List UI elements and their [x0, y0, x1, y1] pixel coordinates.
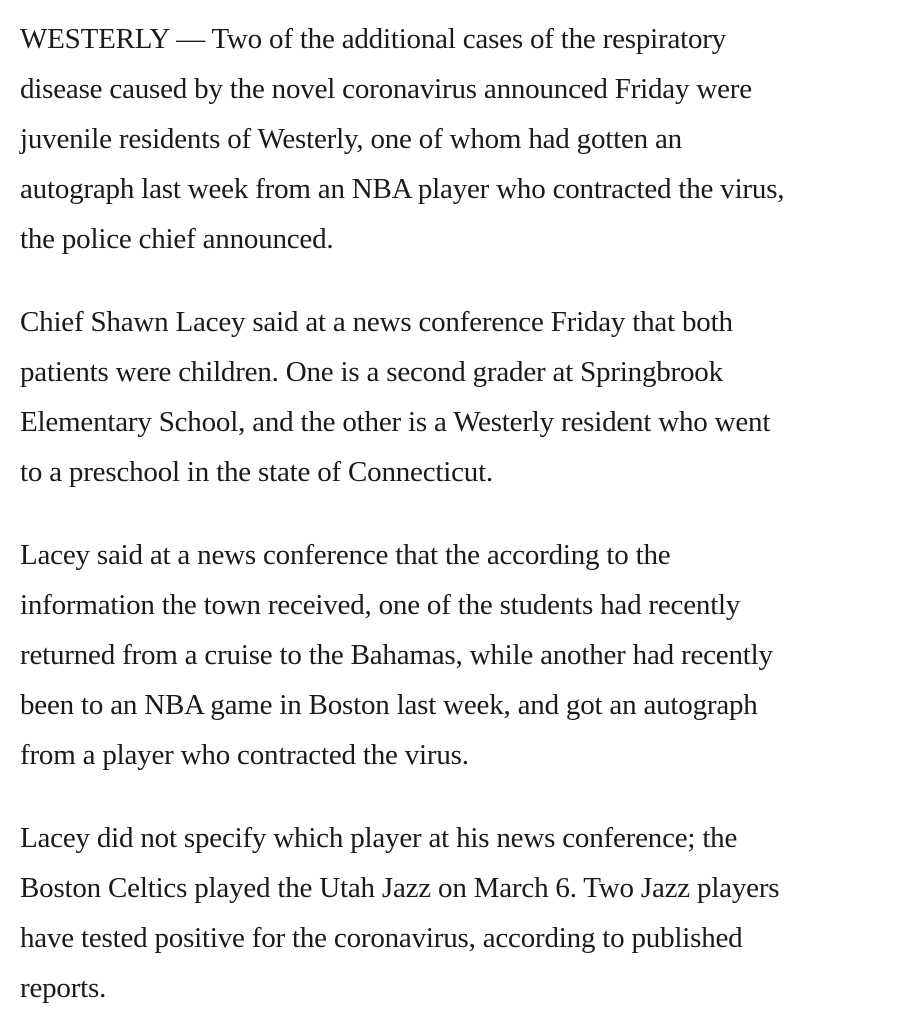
paragraph-line: Boston Celtics played the Utah Jazz on March 6. Two Jazz players: [20, 872, 780, 904]
paragraph-line: returned from a cruise to the Bahamas, while another had recently: [20, 639, 773, 671]
article-body: [20, 14, 900, 1013]
paragraph-line: disease caused by the novel coronavirus announced Friday were: [20, 73, 752, 105]
paragraph-line: have tested positive for the coronavirus, according to published: [20, 922, 743, 954]
paragraph-line: Elementary School, and the other is a Westerly resident who went: [20, 406, 771, 438]
paragraph-line: autograph last week from an NBA player who contracted the virus,: [20, 173, 785, 205]
paragraph-line: Lacey did not specify which player at his news conference; the: [20, 822, 738, 854]
article-paragraph: [20, 14, 900, 264]
paragraph-line: been to an NBA game in Boston last week, and got an autograph: [20, 689, 758, 721]
article-paragraph: [20, 530, 900, 780]
paragraph-line: to a preschool in the state of Connecticut.: [20, 456, 493, 488]
paragraph-line: the police chief announced.: [20, 223, 334, 255]
paragraph-line: WESTERLY — Two of the additional cases of the respiratory: [20, 23, 727, 55]
paragraph-line: Chief Shawn Lacey said at a news conference Friday that both: [20, 306, 733, 338]
paragraph-line: information the town received, one of the students had recently: [20, 589, 741, 621]
paragraph-line: Lacey said at a news conference that the according to the: [20, 539, 671, 571]
paragraph-line: reports.: [20, 972, 107, 1004]
article-paragraph: [20, 297, 900, 497]
paragraph-line: patients were children. One is a second grader at Springbrook: [20, 356, 723, 388]
paragraph-line: juvenile residents of Westerly, one of whom had gotten an: [20, 123, 682, 155]
article-paragraph: [20, 813, 900, 1013]
paragraph-line: from a player who contracted the virus.: [20, 739, 469, 771]
